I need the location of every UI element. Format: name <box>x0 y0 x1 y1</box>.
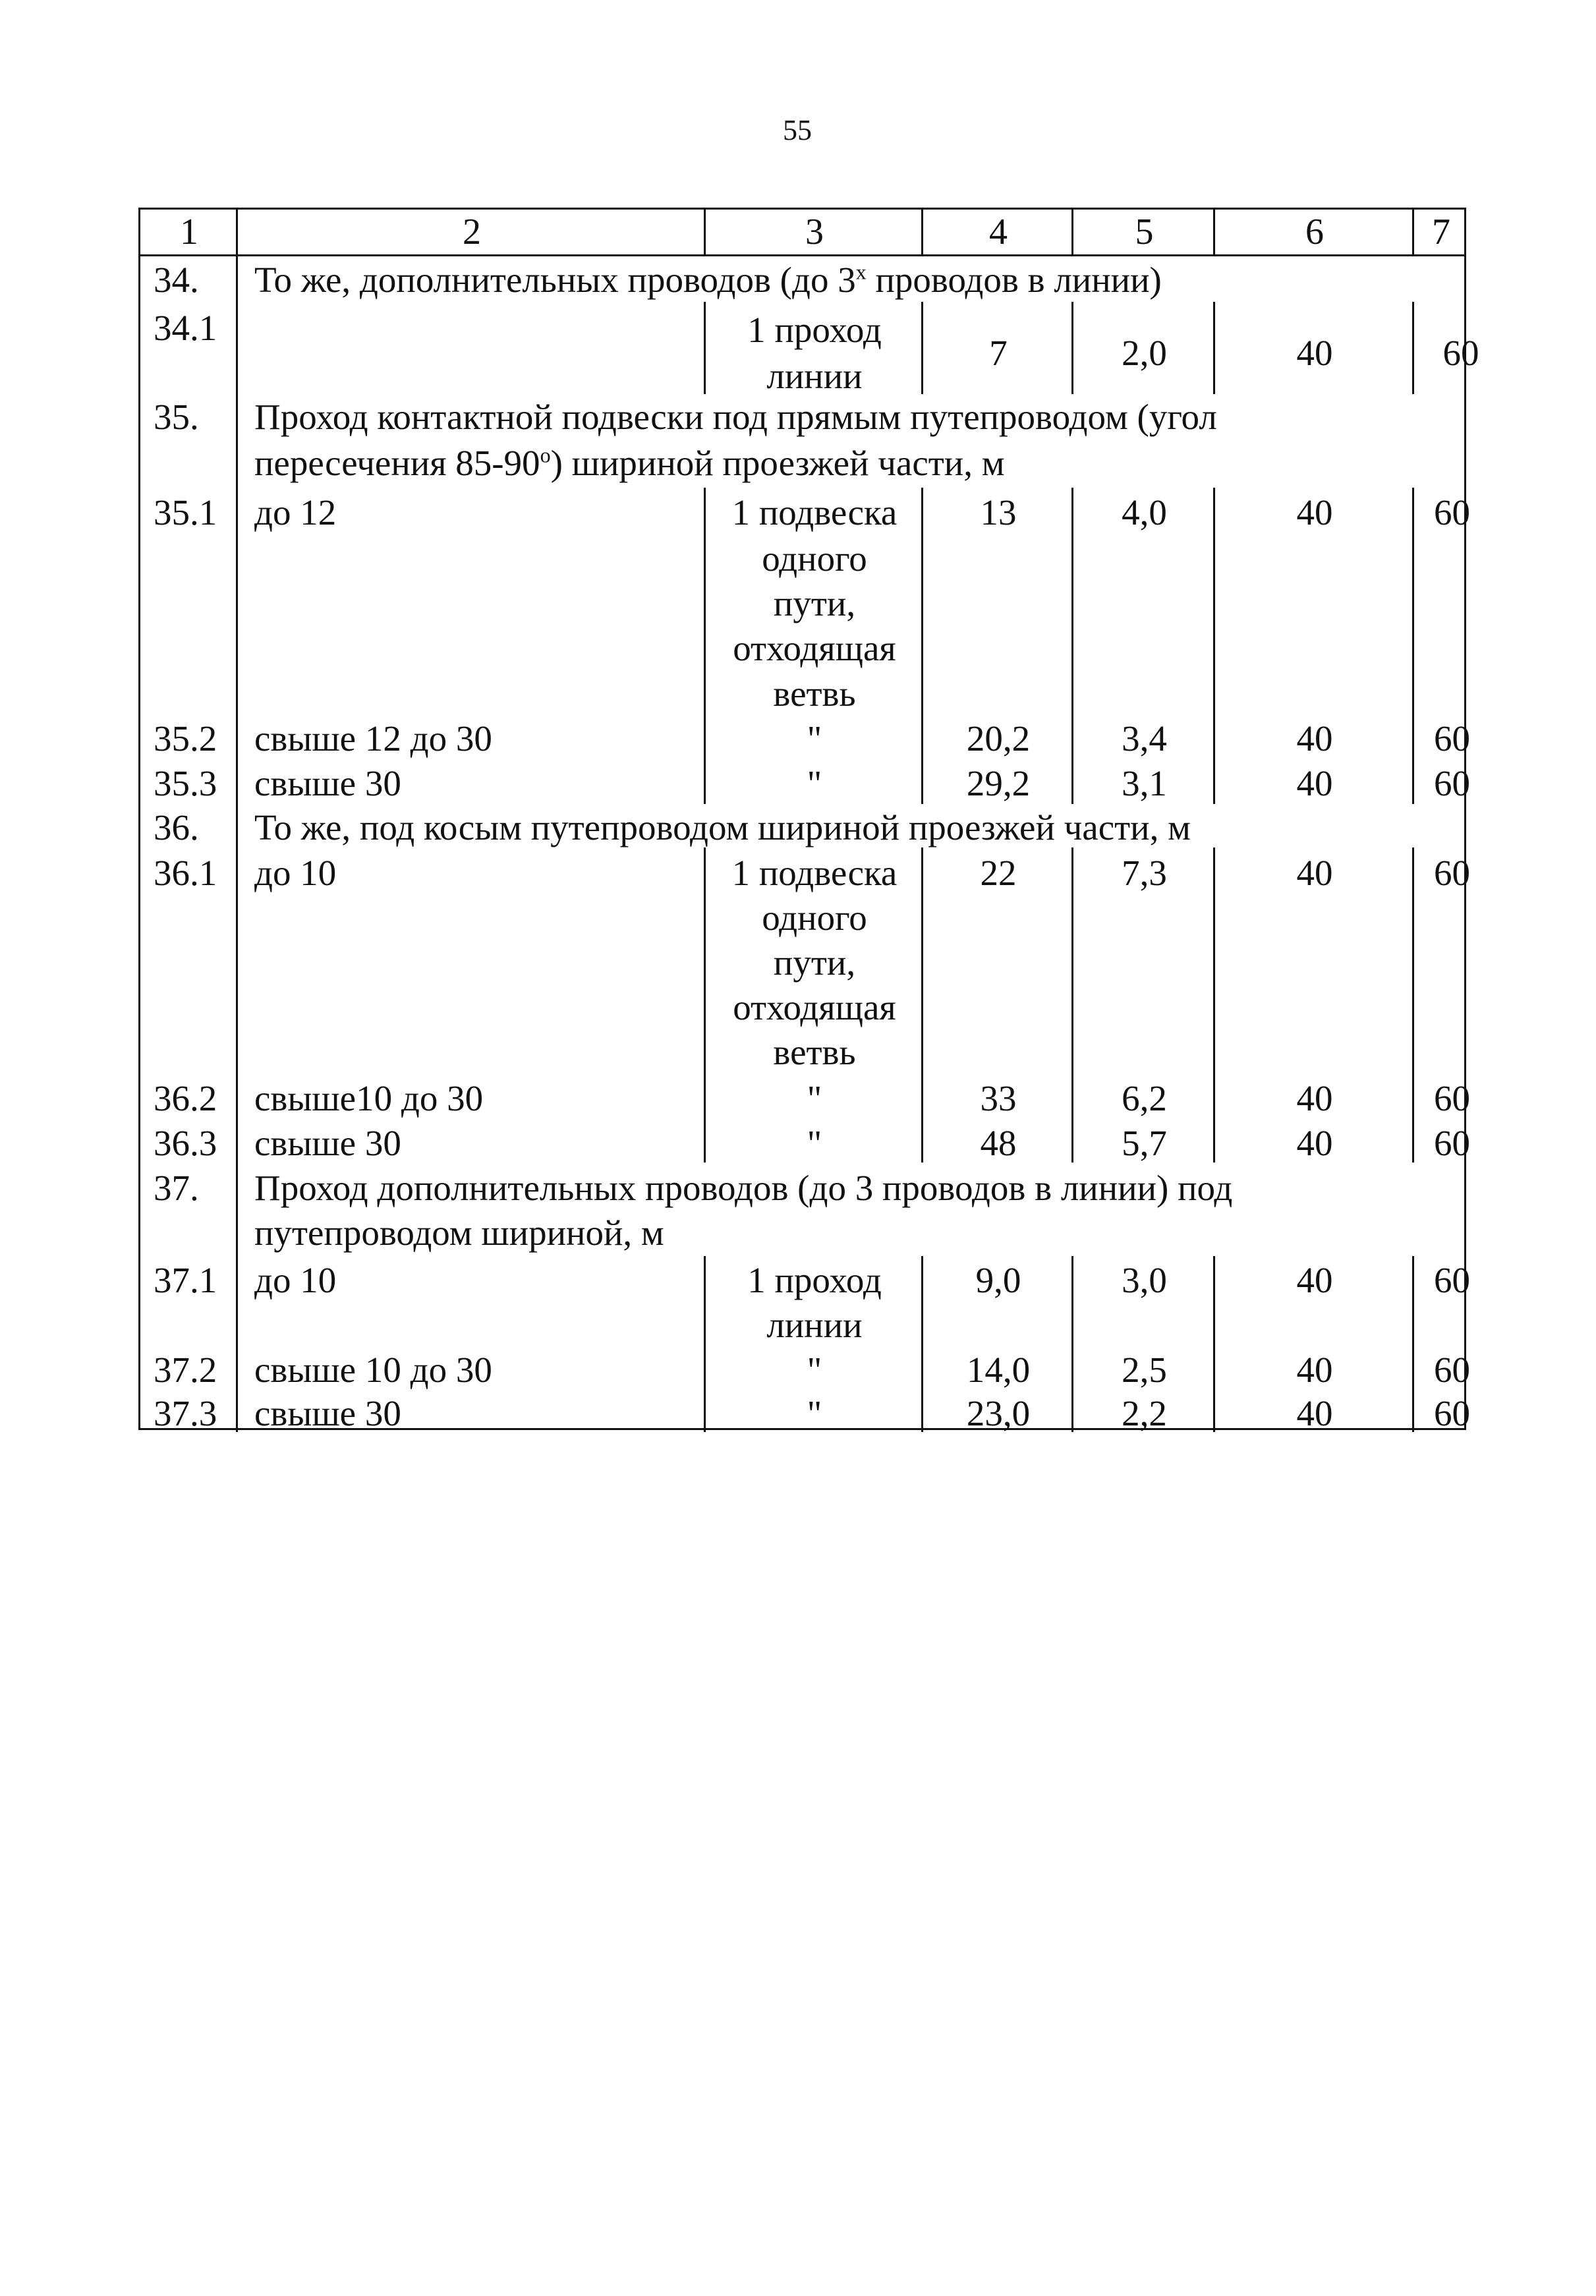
header-col-4: 4 <box>989 212 1008 252</box>
row-37-1-unit-line1: 1 проход <box>747 1260 882 1300</box>
header-col-6: 6 <box>1305 212 1324 252</box>
row-35-1-unit-line3: пути, <box>773 583 856 623</box>
section-35-line2 <box>254 440 1005 486</box>
row-35-2-desc: свыше 12 до 30 <box>254 718 492 759</box>
row-36-1-desc: до 10 <box>254 853 337 893</box>
col-divider-3-head <box>921 210 923 254</box>
section-34-number: 34. <box>154 260 199 300</box>
row-36-3-col7: 60 <box>1434 1123 1470 1163</box>
row-36-1-unit-line4: отходящая <box>733 987 896 1027</box>
row-37-2-number: 37.2 <box>154 1350 217 1390</box>
row-37-1-unit-line2: линии <box>766 1305 863 1345</box>
section-34-title <box>254 257 1162 303</box>
row-35-1-col7: 60 <box>1434 492 1470 532</box>
row-37-1-col6: 40 <box>1296 1260 1333 1300</box>
row-34-1-unit-line1: 1 проход <box>747 310 882 350</box>
row-36-1-col4: 22 <box>980 853 1017 893</box>
row-36-3-col4: 48 <box>980 1123 1017 1163</box>
section-35-sup: о <box>540 443 551 467</box>
row-36-1-unit-line2: одного <box>762 898 867 938</box>
row-35-1-desc: до 12 <box>254 492 337 532</box>
norms-table <box>138 208 1479 1433</box>
section-34-sup: х <box>855 260 867 284</box>
row-35-1-col5: 4,0 <box>1122 492 1167 532</box>
section-37-number: 37. <box>154 1168 199 1208</box>
row-37-2-desc: свыше 10 до 30 <box>254 1350 492 1390</box>
section-35-number: 35. <box>154 397 199 437</box>
row-37-2-col4: 14,0 <box>966 1350 1031 1390</box>
row-34-1-col4: 7 <box>989 333 1008 373</box>
row-36-2-number: 36.2 <box>154 1078 217 1118</box>
row-35-2-unit: " <box>807 718 822 759</box>
row-37-3-unit: " <box>807 1393 822 1433</box>
section-37-line2: путепроводом шириной, м <box>254 1213 664 1253</box>
row-35-3-desc: свыше 30 <box>254 763 401 803</box>
row-35-3-col6: 40 <box>1296 763 1333 803</box>
col-divider-5-head <box>1213 210 1215 254</box>
row-37-3-col4: 23,0 <box>966 1393 1031 1433</box>
row-36-1-unit-line5: ветвь <box>773 1032 856 1072</box>
row-36-2-col4: 33 <box>980 1078 1017 1118</box>
section-35-line1: Проход контактной подвески под прямым путепроводом (угол <box>254 397 1217 437</box>
row-37-2-col6: 40 <box>1296 1350 1333 1390</box>
row-37-2-col7: 60 <box>1434 1350 1470 1390</box>
header-divider <box>140 254 1464 256</box>
row-35-2-col5: 3,4 <box>1122 718 1167 759</box>
row-37-1-col7: 60 <box>1434 1260 1470 1300</box>
section-34-text-a: То же, дополнительных проводов (до 3 <box>254 260 856 300</box>
col-divider-2-head <box>704 210 706 254</box>
row-37-2-unit: " <box>807 1350 822 1390</box>
row-36-2-col7: 60 <box>1434 1078 1470 1118</box>
section-37-line1: Проход дополнительных проводов (до 3 проводов в линии) под <box>254 1168 1233 1208</box>
row-36-2-unit: " <box>807 1078 822 1118</box>
row-36-2-col5: 6,2 <box>1122 1078 1167 1118</box>
row-36-1-col6: 40 <box>1296 853 1333 893</box>
row-35-3-col5: 3,1 <box>1122 763 1167 803</box>
row-36-2-col6: 40 <box>1296 1078 1333 1118</box>
header-col-3: 3 <box>805 212 824 252</box>
row-36-1-col5: 7,3 <box>1122 853 1167 893</box>
row-34-1-unit-line2: линии <box>766 356 863 396</box>
row-35-1-unit-line5: ветвь <box>773 674 856 714</box>
col-divider-6-head <box>1412 210 1414 254</box>
section-36-number: 36. <box>154 807 199 847</box>
row-36-2-desc: свыше10 до 30 <box>254 1078 484 1118</box>
row-37-3-desc: свыше 30 <box>254 1393 401 1433</box>
row-36-1-unit-line1: 1 подвеска <box>731 853 898 893</box>
row-35-3-col4: 29,2 <box>966 763 1031 803</box>
row-37-3-col6: 40 <box>1296 1393 1333 1433</box>
section-35-line2-b: ) шириной проезжей части, м <box>550 443 1005 483</box>
header-col-5: 5 <box>1135 212 1154 252</box>
row-35-1-unit-line1: 1 подвеска <box>731 492 898 532</box>
row-35-2-number: 35.2 <box>154 718 217 759</box>
section-34-text-b: проводов в линии) <box>866 260 1162 300</box>
row-35-3-col7: 60 <box>1434 763 1470 803</box>
row-36-1-unit-line3: пути, <box>773 942 856 983</box>
col-divider-1 <box>236 210 238 1432</box>
row-35-1-number: 35.1 <box>154 492 217 532</box>
row-36-3-col5: 5,7 <box>1122 1123 1167 1163</box>
row-37-3-number: 37.3 <box>154 1393 217 1433</box>
header-col-1: 1 <box>180 212 198 252</box>
row-35-2-col6: 40 <box>1296 718 1333 759</box>
row-35-1-unit-line2: одного <box>762 538 867 579</box>
row-36-3-number: 36.3 <box>154 1123 217 1163</box>
row-35-1-unit-line4: отходящая <box>733 628 896 668</box>
row-37-1-col5: 3,0 <box>1122 1260 1167 1300</box>
row-37-2-col5: 2,5 <box>1122 1350 1167 1390</box>
row-35-3-number: 35.3 <box>154 763 217 803</box>
section-35-line2-a: пересечения 85-90 <box>254 443 540 483</box>
row-37-1-col4: 9,0 <box>975 1260 1021 1300</box>
section-36-title: То же, под косым путепроводом шириной проезжей части, м <box>254 807 1191 847</box>
row-34-1-col6: 40 <box>1296 333 1333 373</box>
row-36-3-col6: 40 <box>1296 1123 1333 1163</box>
row-34-1-number: 34.1 <box>154 308 217 348</box>
header-col-2: 2 <box>463 212 481 252</box>
col-divider-4-head <box>1071 210 1073 254</box>
row-36-3-desc: свыше 30 <box>254 1123 401 1163</box>
row-34-1-col7: 60 <box>1442 333 1479 373</box>
header-col-7: 7 <box>1432 212 1450 252</box>
row-36-1-number: 36.1 <box>154 853 217 893</box>
row-35-2-col4: 20,2 <box>966 718 1031 759</box>
row-37-1-number: 37.1 <box>154 1260 217 1300</box>
row-36-1-col7: 60 <box>1434 853 1470 893</box>
row-37-3-col7: 60 <box>1434 1393 1470 1433</box>
row-35-2-col7: 60 <box>1434 718 1470 759</box>
row-35-1-col6: 40 <box>1296 492 1333 532</box>
row-35-1-col4: 13 <box>980 492 1017 532</box>
row-34-1-col5: 2,0 <box>1122 333 1167 373</box>
row-36-3-unit: " <box>807 1123 822 1163</box>
row-37-3-col5: 2,2 <box>1122 1393 1167 1433</box>
page-number: 55 <box>783 114 812 146</box>
row-37-1-desc: до 10 <box>254 1260 337 1300</box>
row-35-3-unit: " <box>807 763 822 803</box>
